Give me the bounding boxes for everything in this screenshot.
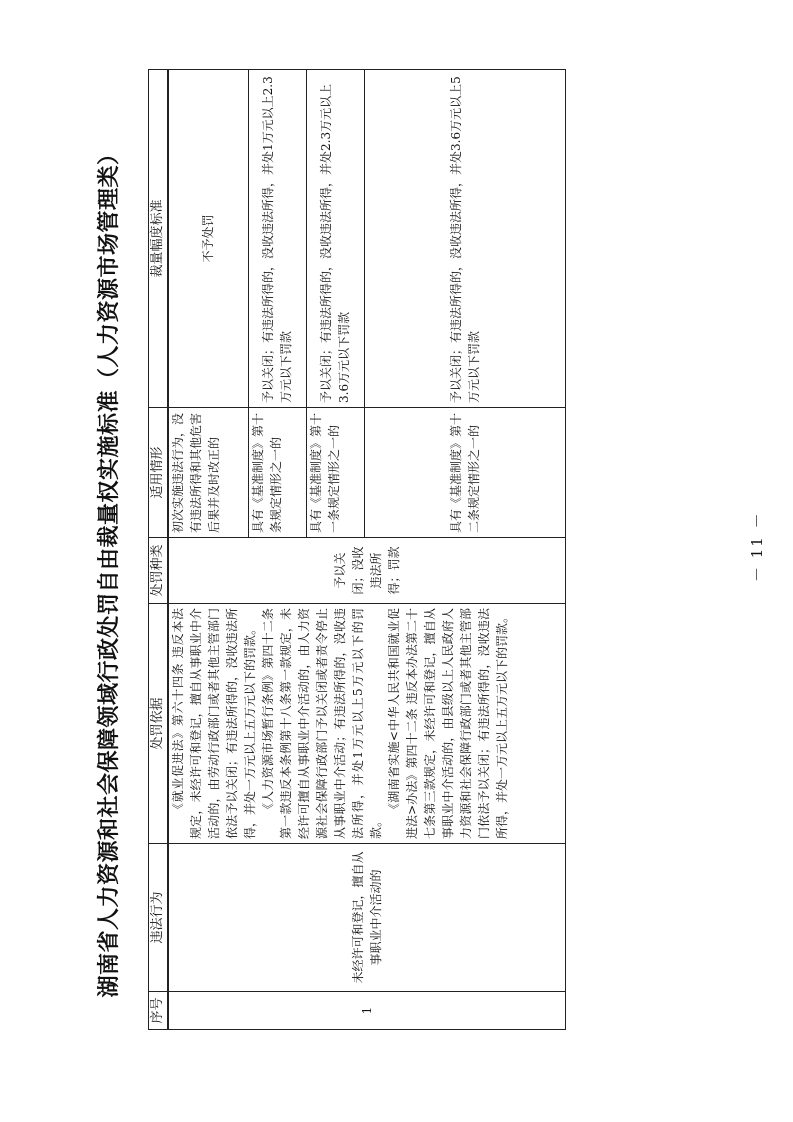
header-standard: 裁量幅度标准: [149, 70, 169, 408]
violation-act: 未经许可和登记，擅自从事职业中介活动的: [168, 844, 566, 992]
grade-situation: 具有《基准制度》第十一条规定情形之一的: [306, 408, 364, 538]
discretion-standard-table: [148, 69, 566, 1030]
header-situation: 适用情形: [149, 408, 169, 538]
grade-standard: 予以关闭；有违法所得的，没收违法所得，并处1万元以上2.3万元以下罚款: [248, 70, 306, 408]
table-row: [168, 70, 248, 1030]
row-number: 1: [168, 992, 566, 1030]
grade-standard: 予以关闭；有违法所得的，没收违法所得，并处3.6万元以上5万元以下罚款: [364, 70, 566, 408]
grade-standard: 不予处罚: [168, 70, 248, 408]
basis-paragraph: 《湖南省实施<中华人民共和国就业促进法>办法》第四十二条 违反本办法第二十七条第三款规定，未经许可和登记，擅自从事职业中介活动的，由县级以上人民政府人力资源和社会保障行政部门或者其他主管部门依法予以关闭；有违法所得的，没收违法所得，并处一万元以上五万元以下的罚款。: [387, 608, 509, 839]
penalty-basis: [168, 604, 566, 844]
grade-situation: 具有《基准制度》第十二条规定情形之一的: [364, 408, 566, 538]
basis-paragraph: 《就业促进法》第六十四条 违反本法规定，未经许可和登记，擅自从事职业中介活动的，由劳动行政部门或者其他主管部门依法予以关闭；有违法所得的，没收违法所得，并处一万元以上五万元以下的罚款。: [171, 608, 257, 839]
header-act: 违法行为: [149, 844, 169, 992]
table-header-row: [149, 70, 169, 1030]
header-type: 处罚种类: [149, 538, 169, 604]
grade-situation: 初次实施违法行为，没有违法所得和其他危害后果并及时改正的: [168, 408, 248, 538]
page-number: － 11 －: [748, 511, 766, 582]
grade-situation: 具有《基准制度》第十条规定情形之一的: [248, 408, 306, 538]
penalty-type: 予以关闭；没收违法所得；罚款: [168, 538, 566, 604]
grade-standard: 予以关闭；有违法所得的，没收违法所得，并处2.3万元以上3.6万元以下罚款: [306, 70, 364, 408]
header-no: 序号: [149, 992, 169, 1030]
header-basis: 处罚依据: [149, 604, 169, 844]
document-title: 湖南省人力资源和社会保障领域行政处罚自由裁量权实施标准（人力资源市场管理类）: [97, 142, 122, 998]
basis-paragraph: 《人力资源市场暂行条例》第四十二条第一款违反本条例第十八条第一款规定，未经许可擅自从事职业中介活动的，由人力资源社会保障行政部门予以关闭或者责令停止从事职业中介活动；有违法所得的，没收违法所得，并处1万元以上5万元以下的罚款。: [261, 608, 383, 839]
